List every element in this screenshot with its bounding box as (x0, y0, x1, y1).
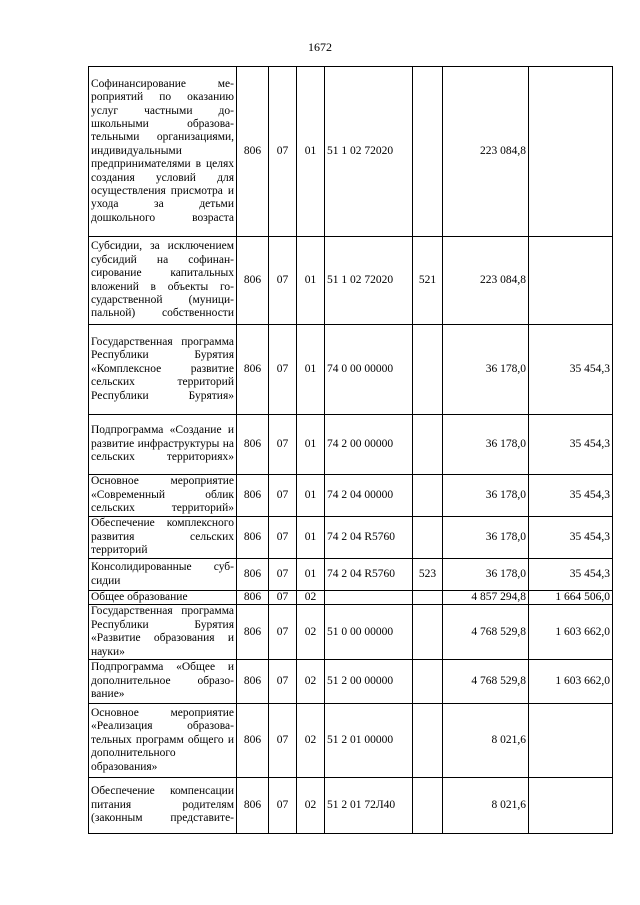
row-csr-cell: 74 2 04 00000 (325, 475, 413, 517)
row-sum2-cell: 35 454,3 (529, 475, 613, 517)
row-gr-cell: 806 (237, 517, 269, 559)
row-gr-cell: 806 (237, 325, 269, 415)
row-rz-cell: 07 (269, 660, 297, 704)
row-name-cell: Общее образование (89, 591, 237, 605)
row-sum1-cell: 36 178,0 (443, 559, 529, 591)
row-sum1-cell: 4 768 529,8 (443, 660, 529, 704)
table-row (89, 475, 613, 517)
row-sum1-cell: 36 178,0 (443, 517, 529, 559)
row-pr-cell: 01 (297, 559, 325, 591)
row-rz-cell: 07 (269, 237, 297, 325)
row-rz-cell: 07 (269, 591, 297, 605)
row-csr-cell (325, 591, 413, 605)
row-sum2-cell: 35 454,3 (529, 325, 613, 415)
row-vr-cell (413, 415, 443, 475)
row-rz-cell: 07 (269, 325, 297, 415)
row-sum1-cell: 36 178,0 (443, 415, 529, 475)
row-rz-cell: 07 (269, 415, 297, 475)
row-sum2-cell (529, 67, 613, 237)
row-sum2-cell: 1 664 506,0 (529, 591, 613, 605)
row-rz-cell: 07 (269, 559, 297, 591)
row-name-cell: Подпрограмма «Создание и развитие инфраструктуры на сельских территориях» (89, 415, 237, 475)
row-vr-cell (413, 778, 443, 834)
table-row (89, 605, 613, 660)
row-name-cell: Основное мероприятие «Современный облик сельских территорий» (89, 475, 237, 517)
row-sum1-cell: 8 021,6 (443, 778, 529, 834)
row-sum2-cell (529, 778, 613, 834)
row-vr-cell (413, 660, 443, 704)
row-gr-cell: 806 (237, 475, 269, 517)
row-name-cell: Софинансирование мероприятий по оказанию услуг частными дошкольными образовательными организациями, индивидуальными предпринимателями в целях создания условий для осуществления присмотра и ухода за детьми дошкольного возраста (89, 67, 237, 237)
row-gr-cell: 806 (237, 704, 269, 778)
row-csr-cell: 74 2 00 00000 (325, 415, 413, 475)
row-vr-cell: 521 (413, 237, 443, 325)
row-pr-cell: 01 (297, 517, 325, 559)
row-name-cell: Консолидированные субсидии (89, 559, 237, 591)
row-gr-cell: 806 (237, 415, 269, 475)
row-csr-cell: 51 2 01 00000 (325, 704, 413, 778)
row-sum1-cell: 36 178,0 (443, 475, 529, 517)
row-vr-cell (413, 325, 443, 415)
table-row (89, 67, 613, 237)
row-sum2-cell (529, 237, 613, 325)
row-gr-cell: 806 (237, 778, 269, 834)
row-vr-cell (413, 475, 443, 517)
row-vr-cell (413, 67, 443, 237)
row-rz-cell: 07 (269, 605, 297, 660)
row-sum1-cell: 8 021,6 (443, 704, 529, 778)
row-name-cell: Обеспечение компенсации питания родителям (законным представите- (89, 778, 237, 834)
row-sum2-cell: 1 603 662,0 (529, 660, 613, 704)
table-row (89, 591, 613, 605)
row-name-cell: Государственная программа Республики Бурятия «Комплексное развитие сельских территорий Республики Бурятия» (89, 325, 237, 415)
row-csr-cell: 74 2 04 R5760 (325, 559, 413, 591)
row-csr-cell: 51 2 00 00000 (325, 660, 413, 704)
row-name-cell: Подпрограмма «Общее и дополнительное образование» (89, 660, 237, 704)
row-name-cell: Субсидии, за исключением субсидий на софинансирование капитальных вложений в объекты государственной (муниципальной) собственности (89, 237, 237, 325)
row-sum2-cell (529, 704, 613, 778)
row-csr-cell: 74 0 00 00000 (325, 325, 413, 415)
table-row (89, 704, 613, 778)
row-csr-cell: 74 2 04 R5760 (325, 517, 413, 559)
row-pr-cell: 02 (297, 591, 325, 605)
row-pr-cell: 01 (297, 415, 325, 475)
row-rz-cell: 07 (269, 475, 297, 517)
row-csr-cell: 51 1 02 72020 (325, 237, 413, 325)
row-gr-cell: 806 (237, 67, 269, 237)
row-pr-cell: 02 (297, 660, 325, 704)
budget-table (88, 66, 613, 834)
row-csr-cell: 51 0 00 00000 (325, 605, 413, 660)
page-number: 1672 (308, 40, 332, 54)
row-vr-cell (413, 591, 443, 605)
row-name-cell: Основное мероприятие «Реализация образовательных программ общего и дополнительного образования» (89, 704, 237, 778)
row-rz-cell: 07 (269, 517, 297, 559)
row-sum1-cell: 4 857 294,8 (443, 591, 529, 605)
row-sum2-cell: 35 454,3 (529, 415, 613, 475)
row-pr-cell: 02 (297, 778, 325, 834)
row-pr-cell: 01 (297, 325, 325, 415)
row-name-cell: Обеспечение комплексного развития сельских территорий (89, 517, 237, 559)
row-gr-cell: 806 (237, 591, 269, 605)
row-vr-cell (413, 605, 443, 660)
row-sum2-cell: 1 603 662,0 (529, 605, 613, 660)
row-gr-cell: 806 (237, 237, 269, 325)
row-csr-cell: 51 1 02 72020 (325, 67, 413, 237)
row-sum1-cell: 223 084,8 (443, 67, 529, 237)
row-pr-cell: 01 (297, 67, 325, 237)
row-gr-cell: 806 (237, 660, 269, 704)
row-sum1-cell: 223 084,8 (443, 237, 529, 325)
table-row (89, 660, 613, 704)
table-row (89, 559, 613, 591)
row-vr-cell (413, 704, 443, 778)
row-sum2-cell: 35 454,3 (529, 559, 613, 591)
row-pr-cell: 01 (297, 237, 325, 325)
row-pr-cell: 02 (297, 605, 325, 660)
row-csr-cell: 51 2 01 72Л40 (325, 778, 413, 834)
row-vr-cell: 523 (413, 559, 443, 591)
table-row (89, 778, 613, 834)
table-row (89, 325, 613, 415)
row-gr-cell: 806 (237, 605, 269, 660)
row-rz-cell: 07 (269, 704, 297, 778)
row-name-cell: Государственная программа Республики Бурятия «Развитие образования и науки» (89, 605, 237, 660)
table-row (89, 517, 613, 559)
row-rz-cell: 07 (269, 67, 297, 237)
row-pr-cell: 01 (297, 475, 325, 517)
row-gr-cell: 806 (237, 559, 269, 591)
row-pr-cell: 02 (297, 704, 325, 778)
row-sum1-cell: 36 178,0 (443, 325, 529, 415)
row-vr-cell (413, 517, 443, 559)
row-rz-cell: 07 (269, 778, 297, 834)
table-row (89, 415, 613, 475)
table-body (89, 67, 613, 834)
row-sum2-cell: 35 454,3 (529, 517, 613, 559)
row-sum1-cell: 4 768 529,8 (443, 605, 529, 660)
table-row (89, 237, 613, 325)
